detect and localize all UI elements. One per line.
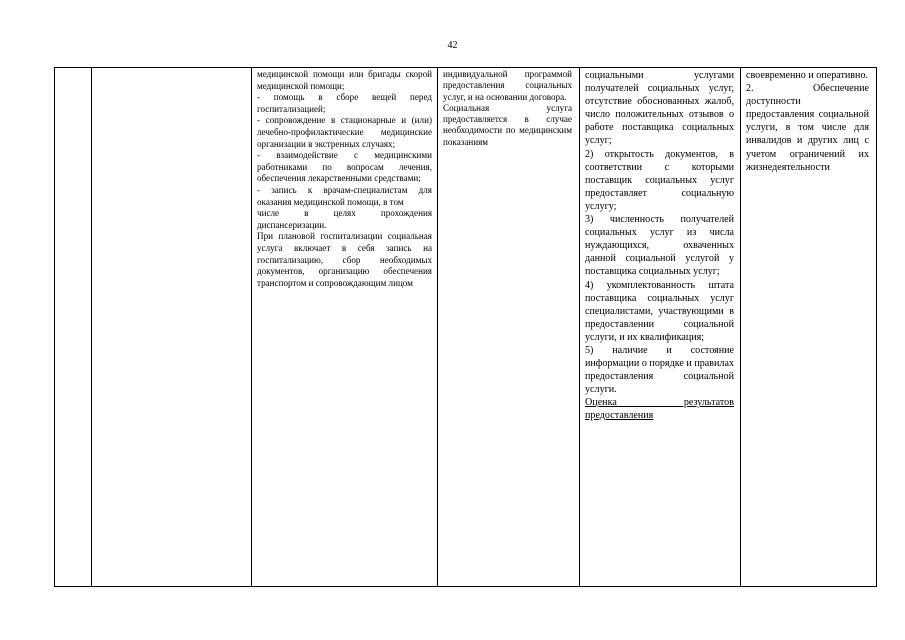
cell-paragraph: 5) наличие и состояние информации о порядке и правилах предоставления социальной услуги. [585,344,734,396]
cell-paragraph: - помощь в сборе вещей перед госпитализацией; [257,92,432,114]
cell-paragraph: 4) укомплектованность штата поставщика социальных услуг специалистами, участвующими в предоставлении социальной услуги, и их квалификация; [585,279,734,343]
cell-paragraph: - запись к врачам-специалистам для оказания медицинской помощи, в том [257,184,432,207]
table-cell-2 [92,68,251,69]
assessment-heading: Оценка результатов предоставления [585,397,734,422]
table-column-4 [437,68,579,586]
table-column-1 [55,68,91,586]
cell-paragraph: социальными услугами получателей социальных услуг, отсутствие обоснованных жалоб, число положительных отзывов о работе поставщика социальных услуг; [585,70,734,147]
cell-paragraph: медицинской помощи или бригады скорой медицинской помощи; [257,69,432,91]
table-cell-3 [252,68,437,289]
cell-paragraph: 2. Обеспечение доступности предоставления социальной услуги, в том числе для инвалидов и других лиц с учетом ограничений их жизнедеятельности [746,83,869,173]
cell-paragraph: своевременно и оперативно. [746,70,869,81]
cell-paragraph: - взаимодействие с медицинскими работниками по вопросам лечения, обеспечения лекарственными средствами; [257,150,432,184]
services-table [54,67,877,587]
cell-paragraph: числе в целях прохождения диспансеризации. [257,208,432,230]
cell-paragraph: - сопровождение в стационарные и (или) лечебно-профилактические медицинские организации в экстренных случаях; [257,115,432,149]
cell-paragraph: 3) численность получателей социальных услуг из числа нуждающихся, охваченных данной социальной услугой у поставщика социальных услуг; [585,214,734,278]
table-cell-4 [438,68,579,148]
cell-paragraph: индивидуальной программой предоставления социальных услуг, и на основании договора. [443,69,572,102]
table-cell-1 [55,68,91,69]
cell-paragraph: При плановой госпитализации социальная услуга включает в себя запись на госпитализацию, сбор необходимых документов, организацию обеспечения транспортом и сопровождающим лицом [257,231,432,288]
page-number: 42 [447,40,458,51]
table-cell-5 [580,68,740,423]
table-cell-6 [741,68,876,174]
cell-paragraph: Социальная услуга предоставляется в случае необходимости по медицинским показаниям [443,102,572,147]
table-column-6 [740,68,876,586]
cell-paragraph: 2) открытость документов, в соответствии с которыми поставщик социальных услуг предоставляет социальную услугу; [585,148,734,212]
table-column-5 [579,68,740,586]
table-column-3 [251,68,437,586]
table-column-2 [91,68,251,586]
